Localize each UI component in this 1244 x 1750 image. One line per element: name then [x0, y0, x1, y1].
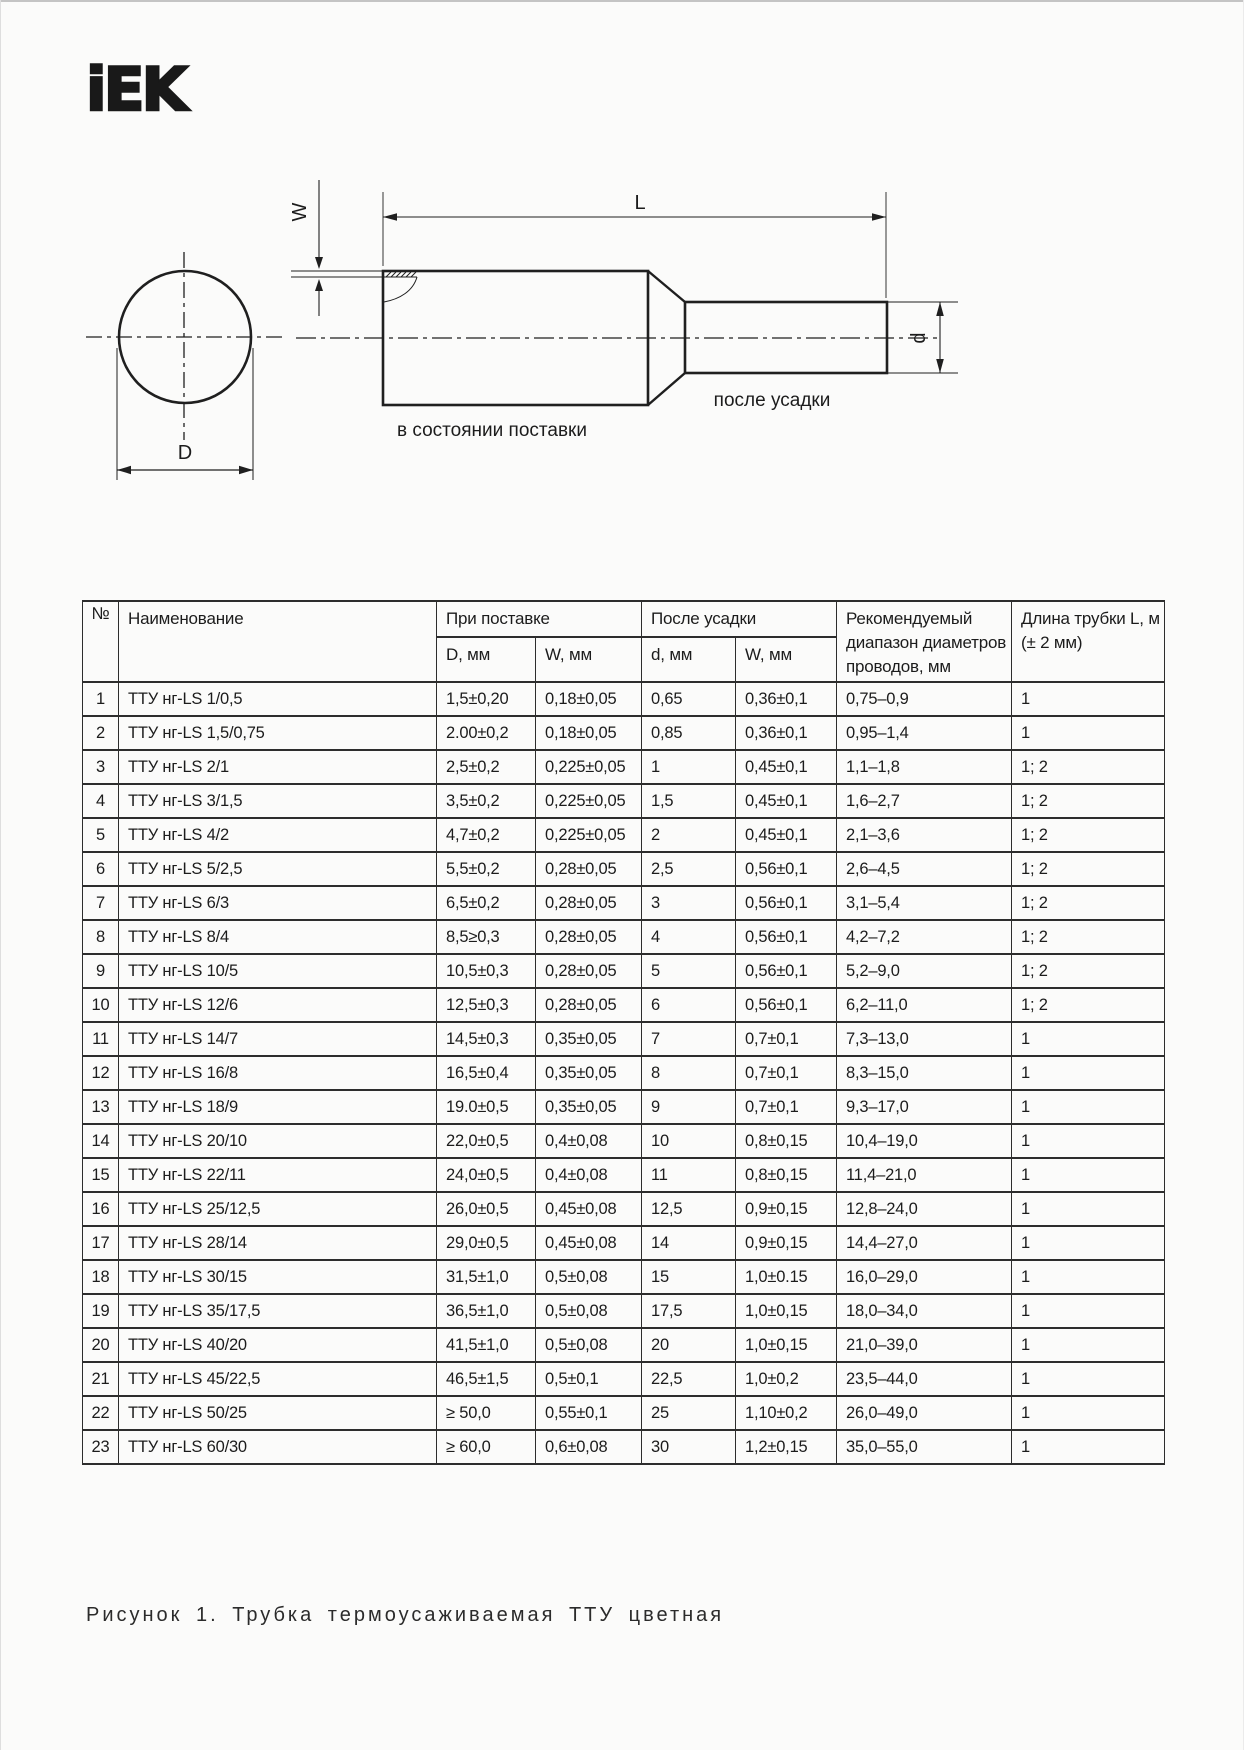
tube-length-cell: 1: [1012, 1362, 1165, 1396]
shrink-d-cell: 4: [642, 920, 736, 954]
shrink-d-cell: 30: [642, 1430, 736, 1464]
tube-length-cell: 1: [1012, 1090, 1165, 1124]
supply-w-cell: 0,28±0,05: [536, 886, 642, 920]
name-cell: ТТУ нг-LS 4/2: [119, 818, 437, 852]
row-number-cell: 21: [83, 1362, 119, 1396]
supply-w-cell: 0,55±0,1: [536, 1396, 642, 1430]
tube-diagram: [0, 0, 1244, 520]
name-cell: ТТУ нг-LS 16/8: [119, 1056, 437, 1090]
shrink-d-cell: 8: [642, 1056, 736, 1090]
shrink-w-cell: 0,56±0,1: [736, 920, 837, 954]
supply-d-cell: 22,0±0,5: [437, 1124, 536, 1158]
spec-row: [83, 750, 1165, 784]
shrink-w-cell: 0,56±0,1: [736, 954, 837, 988]
supply-d-cell: 10,5±0,3: [437, 954, 536, 988]
supply-w-cell: 0,4±0,08: [536, 1124, 642, 1158]
wire-range-cell: 0,95–1,4: [837, 716, 1012, 750]
tube-length-cell: 1; 2: [1012, 954, 1165, 988]
shrink-d-cell: 11: [642, 1158, 736, 1192]
col-header-supplied-d: D, мм: [437, 637, 536, 682]
name-cell: ТТУ нг-LS 28/14: [119, 1226, 437, 1260]
shrink-w-cell: 0,7±0,1: [736, 1022, 837, 1056]
wire-range-cell: 3,1–5,4: [837, 886, 1012, 920]
supply-d-cell: 1,5±0,20: [437, 682, 536, 716]
shrink-d-cell: 5: [642, 954, 736, 988]
shrink-d-cell: 1,5: [642, 784, 736, 818]
supply-d-cell: 19.0±0,5: [437, 1090, 536, 1124]
name-cell: ТТУ нг-LS 5/2,5: [119, 852, 437, 886]
row-number-cell: 18: [83, 1260, 119, 1294]
wire-range-cell: 1,6–2,7: [837, 784, 1012, 818]
name-cell: ТТУ нг-LS 3/1,5: [119, 784, 437, 818]
row-number-cell: 7: [83, 886, 119, 920]
supply-d-cell: ≥ 50,0: [437, 1396, 536, 1430]
tube-length-cell: 1: [1012, 1328, 1165, 1362]
spec-row: [83, 1090, 1165, 1124]
shrink-w-cell: 0,56±0,1: [736, 988, 837, 1022]
dim-l-label: L: [634, 192, 646, 214]
shrink-w-cell: 0,56±0,1: [736, 852, 837, 886]
wire-range-cell: 21,0–39,0: [837, 1328, 1012, 1362]
supply-w-cell: 0,28±0,05: [536, 988, 642, 1022]
name-cell: ТТУ нг-LS 60/30: [119, 1430, 437, 1464]
shrink-w-cell: 0,9±0,15: [736, 1226, 837, 1260]
supply-w-cell: 0,225±0,05: [536, 818, 642, 852]
arrowhead: [872, 213, 886, 221]
wire-range-cell: 9,3–17,0: [837, 1090, 1012, 1124]
shrink-d-cell: 1: [642, 750, 736, 784]
shrink-w-cell: 1,2±0,15: [736, 1430, 837, 1464]
shrink-w-cell: 0,7±0,1: [736, 1090, 837, 1124]
spec-table: [82, 600, 1165, 1465]
row-number-cell: 4: [83, 784, 119, 818]
name-cell: ТТУ нг-LS 22/11: [119, 1158, 437, 1192]
row-number-cell: 5: [83, 818, 119, 852]
wire-range-cell: 7,3–13,0: [837, 1022, 1012, 1056]
tube-length-cell: 1: [1012, 1430, 1165, 1464]
supply-w-cell: 0,225±0,05: [536, 784, 642, 818]
tube-length-cell: 1: [1012, 1226, 1165, 1260]
wire-range-cell: 4,2–7,2: [837, 920, 1012, 954]
supply-w-cell: 0,45±0,08: [536, 1226, 642, 1260]
col-header-num: №: [83, 601, 119, 682]
supply-d-cell: 3,5±0,2: [437, 784, 536, 818]
wire-range-cell: 14,4–27,0: [837, 1226, 1012, 1260]
spec-row: [83, 954, 1165, 988]
supply-d-cell: 12,5±0,3: [437, 988, 536, 1022]
name-cell: ТТУ нг-LS 35/17,5: [119, 1294, 437, 1328]
tube-length-cell: 1: [1012, 682, 1165, 716]
supply-w-cell: 0,35±0,05: [536, 1022, 642, 1056]
tube-length-cell: 1; 2: [1012, 750, 1165, 784]
col-header-shrunk-d: d, мм: [642, 637, 736, 682]
col-header-shrunk-w: W, мм: [736, 637, 837, 682]
spec-table-body: [83, 682, 1165, 1464]
tube-length-cell: 1: [1012, 1192, 1165, 1226]
shrink-w-cell: 0,45±0,1: [736, 818, 837, 852]
supply-w-cell: 0,5±0,1: [536, 1362, 642, 1396]
supply-w-cell: 0,6±0,08: [536, 1430, 642, 1464]
supply-d-cell: ≥ 60,0: [437, 1430, 536, 1464]
wire-range-cell: 6,2–11,0: [837, 988, 1012, 1022]
wire-range-cell: 12,8–24,0: [837, 1192, 1012, 1226]
col-header-name: Наименование: [119, 601, 437, 682]
name-cell: ТТУ нг-LS 50/25: [119, 1396, 437, 1430]
spec-row: [83, 1056, 1165, 1090]
header-row-groups: [83, 601, 1165, 637]
tube-length-cell: 1: [1012, 1260, 1165, 1294]
tube-length-cell: 1; 2: [1012, 784, 1165, 818]
row-number-cell: 20: [83, 1328, 119, 1362]
wire-range-cell: 23,5–44,0: [837, 1362, 1012, 1396]
row-number-cell: 8: [83, 920, 119, 954]
arrowhead: [239, 466, 253, 474]
shrink-d-cell: 14: [642, 1226, 736, 1260]
supply-w-cell: 0,28±0,05: [536, 920, 642, 954]
row-number-cell: 22: [83, 1396, 119, 1430]
spec-row: [83, 1362, 1165, 1396]
col-header-supplied-w: W, мм: [536, 637, 642, 682]
row-number-cell: 6: [83, 852, 119, 886]
name-cell: ТТУ нг-LS 10/5: [119, 954, 437, 988]
wire-range-cell: 8,3–15,0: [837, 1056, 1012, 1090]
wire-range-cell: 11,4–21,0: [837, 1158, 1012, 1192]
supply-d-cell: 2.00±0,2: [437, 716, 536, 750]
shrink-w-cell: 1,0±0,15: [736, 1328, 837, 1362]
spec-row: [83, 920, 1165, 954]
col-header-shrunk-group: После усадки: [642, 601, 837, 637]
supply-d-cell: 41,5±1,0: [437, 1328, 536, 1362]
supply-w-cell: 0,225±0,05: [536, 750, 642, 784]
tube-length-cell: 1; 2: [1012, 886, 1165, 920]
shrink-d-cell: 3: [642, 886, 736, 920]
row-number-cell: 14: [83, 1124, 119, 1158]
name-cell: ТТУ нг-LS 1,5/0,75: [119, 716, 437, 750]
arrowhead: [936, 302, 944, 316]
supply-w-cell: 0,28±0,05: [536, 954, 642, 988]
spec-row: [83, 818, 1165, 852]
tube-length-cell: 1; 2: [1012, 920, 1165, 954]
supply-w-cell: 0,18±0,05: [536, 716, 642, 750]
spec-row: [83, 784, 1165, 818]
shrink-w-cell: 0,36±0,1: [736, 716, 837, 750]
row-number-cell: 13: [83, 1090, 119, 1124]
name-cell: ТТУ нг-LS 2/1: [119, 750, 437, 784]
name-cell: ТТУ нг-LS 18/9: [119, 1090, 437, 1124]
supply-d-cell: 24,0±0,5: [437, 1158, 536, 1192]
shrink-d-cell: 7: [642, 1022, 736, 1056]
after-shrink-label: после усадки: [713, 390, 831, 411]
spec-row: [83, 1396, 1165, 1430]
spec-row: [83, 682, 1165, 716]
supplied-state-label: в состоянии поставки: [397, 420, 587, 441]
tube-length-cell: 1: [1012, 1056, 1165, 1090]
wire-range-cell: 18,0–34,0: [837, 1294, 1012, 1328]
shrink-d-cell: 10: [642, 1124, 736, 1158]
shrink-d-cell: 25: [642, 1396, 736, 1430]
dim-d-big-label: D: [177, 442, 193, 464]
arrowhead: [117, 466, 131, 474]
figure-caption: Рисунок 1. Трубка термоусаживаемая ТТУ цветная: [86, 1604, 725, 1626]
shrink-d-cell: 0,85: [642, 716, 736, 750]
col-header-tube-length: Длина трубки L, м (± 2 мм): [1012, 601, 1165, 682]
shrink-w-cell: 0,36±0,1: [736, 682, 837, 716]
tube-length-cell: 1; 2: [1012, 988, 1165, 1022]
name-cell: ТТУ нг-LS 40/20: [119, 1328, 437, 1362]
shrink-d-cell: 12,5: [642, 1192, 736, 1226]
wire-range-cell: 1,1–1,8: [837, 750, 1012, 784]
spec-row: [83, 1294, 1165, 1328]
supply-d-cell: 8,5≥0,3: [437, 920, 536, 954]
supply-w-cell: 0,5±0,08: [536, 1294, 642, 1328]
spec-row: [83, 1226, 1165, 1260]
shrink-w-cell: 0,56±0,1: [736, 886, 837, 920]
supply-d-cell: 16,5±0,4: [437, 1056, 536, 1090]
supply-d-cell: 14,5±0,3: [437, 1022, 536, 1056]
supply-d-cell: 6,5±0,2: [437, 886, 536, 920]
wire-range-cell: 16,0–29,0: [837, 1260, 1012, 1294]
spec-row: [83, 852, 1165, 886]
wire-range-cell: 5,2–9,0: [837, 954, 1012, 988]
col-header-wire-range: Рекомендуемый диапазон диаметров проводов, мм: [837, 601, 1012, 682]
arrowhead: [315, 279, 323, 291]
row-number-cell: 15: [83, 1158, 119, 1192]
shrink-w-cell: 1,10±0,2: [736, 1396, 837, 1430]
wire-range-cell: 0,75–0,9: [837, 682, 1012, 716]
name-cell: ТТУ нг-LS 20/10: [119, 1124, 437, 1158]
shrink-d-cell: 9: [642, 1090, 736, 1124]
row-number-cell: 17: [83, 1226, 119, 1260]
row-number-cell: 9: [83, 954, 119, 988]
row-number-cell: 10: [83, 988, 119, 1022]
row-number-cell: 2: [83, 716, 119, 750]
shrink-w-cell: 0,45±0,1: [736, 784, 837, 818]
wire-range-cell: 26,0–49,0: [837, 1396, 1012, 1430]
supply-d-cell: 2,5±0,2: [437, 750, 536, 784]
shrink-w-cell: 0,9±0,15: [736, 1192, 837, 1226]
shrink-w-cell: 0,8±0,15: [736, 1158, 837, 1192]
tube-length-cell: 1: [1012, 1396, 1165, 1430]
spec-row: [83, 1192, 1165, 1226]
name-cell: ТТУ нг-LS 1/0,5: [119, 682, 437, 716]
supply-w-cell: 0,28±0,05: [536, 852, 642, 886]
wire-range-cell: 35,0–55,0: [837, 1430, 1012, 1464]
supply-d-cell: 36,5±1,0: [437, 1294, 536, 1328]
name-cell: ТТУ нг-LS 12/6: [119, 988, 437, 1022]
spec-row: [83, 1158, 1165, 1192]
tube-length-cell: 1: [1012, 1022, 1165, 1056]
spec-row: [83, 1022, 1165, 1056]
arrowhead: [315, 257, 323, 269]
name-cell: ТТУ нг-LS 30/15: [119, 1260, 437, 1294]
name-cell: ТТУ нг-LS 45/22,5: [119, 1362, 437, 1396]
supply-w-cell: 0,35±0,05: [536, 1056, 642, 1090]
shrink-d-cell: 20: [642, 1328, 736, 1362]
name-cell: ТТУ нг-LS 14/7: [119, 1022, 437, 1056]
supply-w-cell: 0,35±0,05: [536, 1090, 642, 1124]
row-number-cell: 19: [83, 1294, 119, 1328]
shrink-w-cell: 1,0±0,15: [736, 1294, 837, 1328]
dim-w-label: W: [289, 202, 311, 222]
shrink-w-cell: 0,8±0,15: [736, 1124, 837, 1158]
row-number-cell: 11: [83, 1022, 119, 1056]
spec-row: [83, 716, 1165, 750]
wire-range-cell: 2,6–4,5: [837, 852, 1012, 886]
supply-d-cell: 4,7±0,2: [437, 818, 536, 852]
dim-d-small-label: d: [908, 332, 930, 344]
spec-row: [83, 1260, 1165, 1294]
name-cell: ТТУ нг-LS 8/4: [119, 920, 437, 954]
supply-w-cell: 0,4±0,08: [536, 1158, 642, 1192]
shrink-d-cell: 2,5: [642, 852, 736, 886]
spec-row: [83, 886, 1165, 920]
shrink-d-cell: 2: [642, 818, 736, 852]
wire-range-cell: 10,4–19,0: [837, 1124, 1012, 1158]
supply-d-cell: 31,5±1,0: [437, 1260, 536, 1294]
supply-w-cell: 0,18±0,05: [536, 682, 642, 716]
col-header-supplied-group: При поставке: [437, 601, 642, 637]
supply-d-cell: 46,5±1,5: [437, 1362, 536, 1396]
name-cell: ТТУ нг-LS 25/12,5: [119, 1192, 437, 1226]
tube-length-cell: 1: [1012, 1294, 1165, 1328]
side-view-supplied: [291, 180, 648, 405]
tube-length-cell: 1: [1012, 1124, 1165, 1158]
spec-row: [83, 988, 1165, 1022]
spec-table-head: [83, 601, 1165, 682]
shrink-w-cell: 1,0±0.15: [736, 1260, 837, 1294]
supply-w-cell: 0,5±0,08: [536, 1260, 642, 1294]
supply-w-cell: 0,5±0,08: [536, 1328, 642, 1362]
spec-row: [83, 1430, 1165, 1464]
row-number-cell: 3: [83, 750, 119, 784]
supply-w-cell: 0,45±0,08: [536, 1192, 642, 1226]
tube-length-cell: 1; 2: [1012, 818, 1165, 852]
shrink-d-cell: 6: [642, 988, 736, 1022]
tube-length-cell: 1; 2: [1012, 852, 1165, 886]
arrowhead: [383, 213, 397, 221]
spec-row: [83, 1124, 1165, 1158]
shrink-d-cell: 22,5: [642, 1362, 736, 1396]
shrink-w-cell: 0,7±0,1: [736, 1056, 837, 1090]
tube-length-cell: 1: [1012, 1158, 1165, 1192]
shrink-w-cell: 0,45±0,1: [736, 750, 837, 784]
tube-length-cell: 1: [1012, 716, 1165, 750]
shrink-d-cell: 17,5: [642, 1294, 736, 1328]
row-number-cell: 12: [83, 1056, 119, 1090]
spec-row: [83, 1328, 1165, 1362]
shrink-d-cell: 15: [642, 1260, 736, 1294]
supply-d-cell: 29,0±0,5: [437, 1226, 536, 1260]
arrowhead: [936, 359, 944, 373]
iek-logo-text: iEK: [86, 55, 186, 125]
row-number-cell: 23: [83, 1430, 119, 1464]
shrink-w-cell: 1,0±0,2: [736, 1362, 837, 1396]
row-number-cell: 16: [83, 1192, 119, 1226]
supply-d-cell: 26,0±0,5: [437, 1192, 536, 1226]
shrink-d-cell: 0,65: [642, 682, 736, 716]
name-cell: ТТУ нг-LS 6/3: [119, 886, 437, 920]
supply-d-cell: 5,5±0,2: [437, 852, 536, 886]
wire-range-cell: 2,1–3,6: [837, 818, 1012, 852]
row-number-cell: 1: [83, 682, 119, 716]
